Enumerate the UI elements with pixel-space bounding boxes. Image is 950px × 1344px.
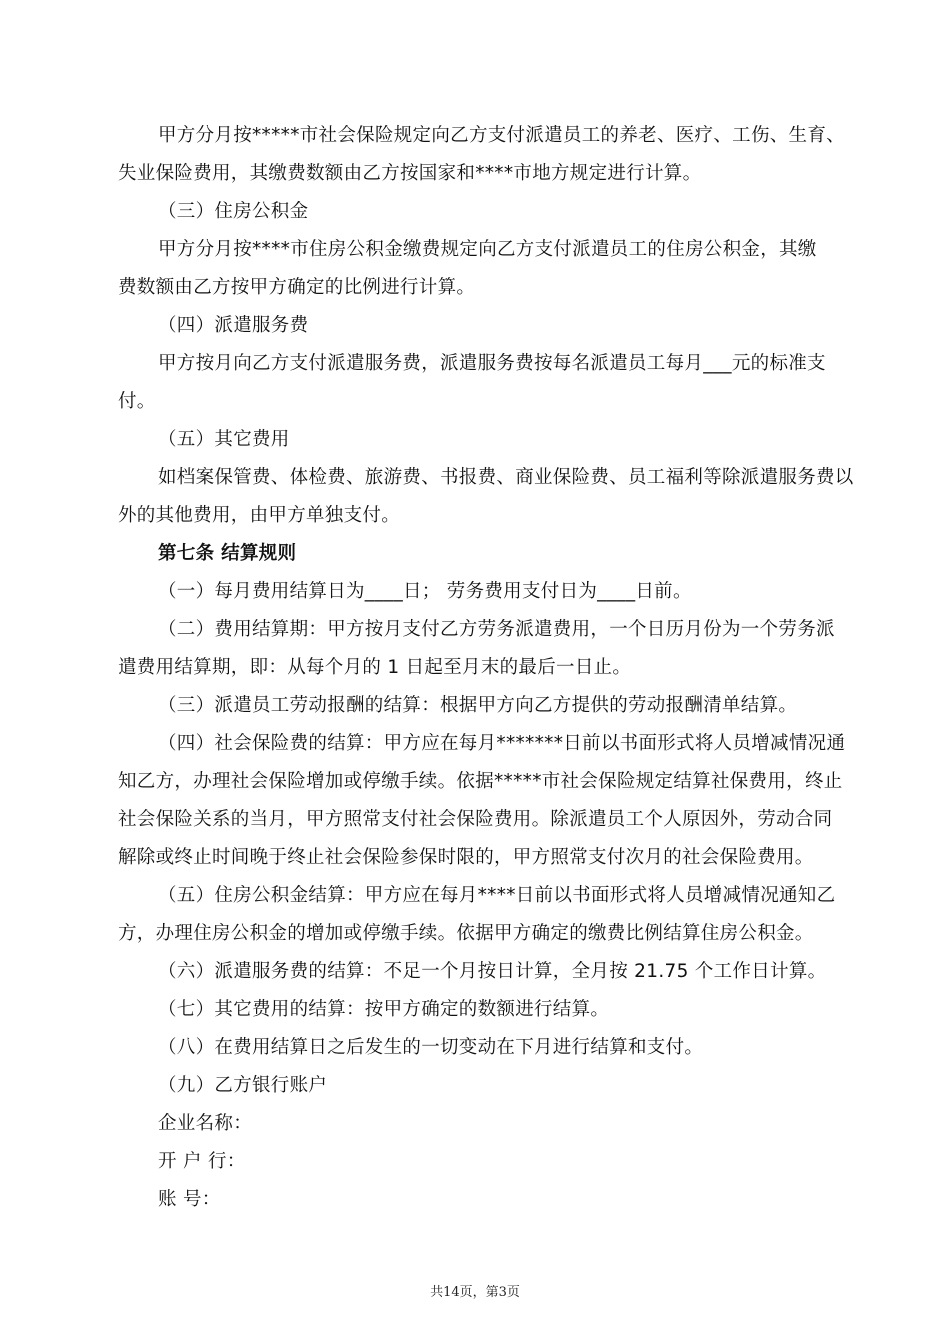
page-footer: 共14页，第3页 xyxy=(430,1285,520,1300)
text-line: （五）住房公积金结算：甲方应在每月****日前以书面形式将人员增减情况通知乙 xyxy=(158,885,836,906)
text-line: （八）在费用结算日之后发生的一切变动在下月进行结算和支付。 xyxy=(158,1037,704,1058)
text-line: 甲方分月按*****市社会保险规定向乙方支付派遣员工的养老、医疗、工伤、生育、 xyxy=(158,125,845,146)
text-line: （一）每月费用结算日为____日； 劳务费用支付日为____日前。 xyxy=(158,581,692,602)
text-line: （四）社会保险费的结算：甲方应在每月*******日前以书面形式将人员增减情况通 xyxy=(158,733,846,754)
text-line: 甲方按月向乙方支付派遣服务费，派遣服务费按每名派遣员工每月___元的标准支 xyxy=(158,353,826,374)
text-line: 甲方分月按****市住房公积金缴费规定向乙方支付派遣员工的住房公积金，其缴 xyxy=(158,239,817,260)
text-line: 开 户 行： xyxy=(158,1151,246,1172)
text-line: 付。 xyxy=(118,391,156,412)
text-line: 企业名称： xyxy=(158,1113,253,1134)
text-line: （六）派遣服务费的结算：不足一个月按日计算，全月按 21.75 个工作日计算。 xyxy=(158,961,827,982)
text-line: 知乙方，办理社会保险增加或停缴手续。依据*****市社会保险规定结算社保费用，终止 xyxy=(118,771,843,792)
text-line: 失业保险费用，其缴费数额由乙方按国家和****市地方规定进行计算。 xyxy=(118,163,702,184)
text-line: （二）费用结算期：甲方按月支付乙方劳务派遣费用，一个日历月份为一个劳务派 xyxy=(158,619,835,640)
text-line: （三）住房公积金 xyxy=(158,201,309,222)
text-line: 遣费用结算期，即：从每个月的 1 日起至月末的最后一日止。 xyxy=(118,657,632,678)
text-line: （九）乙方银行账户 xyxy=(158,1075,328,1096)
text-line: 社会保险关系的当月，甲方照常支付社会保险费用。除派遣员工个人原因外，劳动合同 xyxy=(118,809,833,830)
text-line: （三）派遣员工劳动报酬的结算：根据甲方向乙方提供的劳动报酬清单结算。 xyxy=(158,695,798,716)
text-line: 如档案保管费、体检费、旅游费、书报费、商业保险费、员工福利等除派遣服务费以 xyxy=(158,467,854,488)
text-line: （四）派遣服务费 xyxy=(158,315,309,336)
text-line: 账 号： xyxy=(158,1189,221,1210)
section-heading: 第七条 结算规则 xyxy=(158,543,297,564)
text-line: 外的其他费用，由甲方单独支付。 xyxy=(118,505,401,526)
text-line: （七）其它费用的结算：按甲方确定的数额进行结算。 xyxy=(158,999,610,1020)
text-line: 解除或终止时间晚于终止社会保险参保时限的，甲方照常支付次月的社会保险费用。 xyxy=(118,847,814,868)
text-line: 费数额由乙方按甲方确定的比例进行计算。 xyxy=(118,277,476,298)
text-line: 方，办理住房公积金的增加或停缴手续。依据甲方确定的缴费比例结算住房公积金。 xyxy=(118,923,814,944)
text-line: （五）其它费用 xyxy=(158,429,290,450)
